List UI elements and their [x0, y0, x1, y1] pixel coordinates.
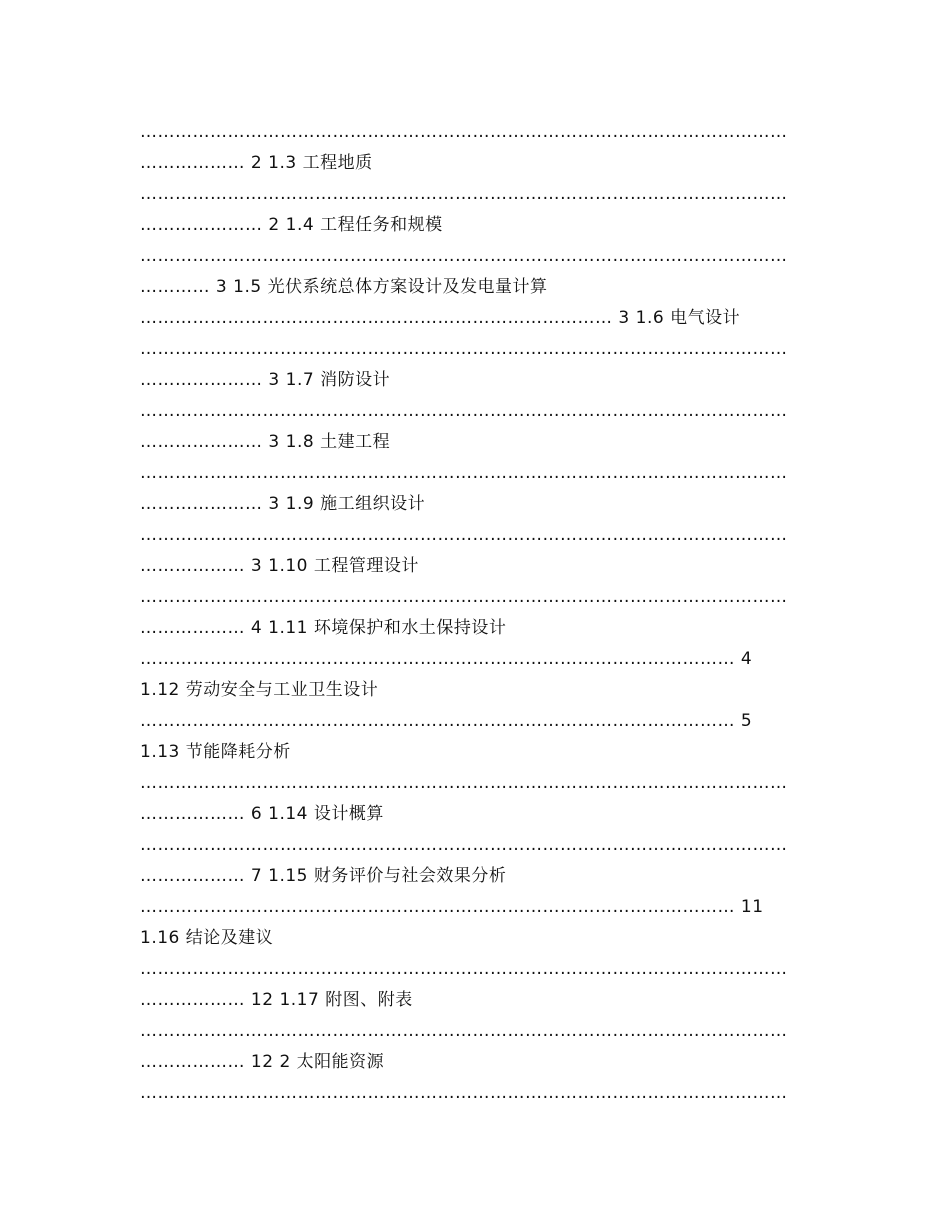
toc-line: ……………… 2 1.3 工程地质: [140, 153, 373, 173]
toc-line: 1.12 劳动安全与工业卫生设计: [140, 680, 379, 700]
toc-line: ……………………………………………………………………… 3 1.6 电气设计: [140, 308, 741, 328]
toc-line: ………………… 3 1.8 土建工程: [140, 432, 391, 452]
toc-line: ………… 3 1.5 光伏系统总体方案设计及发电量计算: [140, 277, 548, 297]
toc-line: 1.16 结论及建议: [140, 928, 274, 948]
toc-line: ………………… 2 1.4 工程任务和规模: [140, 215, 443, 235]
toc-line: ………………………………………………………………………………………… 5: [140, 711, 753, 731]
toc-line: …………………………………………………………………………………………………: [140, 1021, 788, 1041]
toc-line: …………………………………………………………………………………………………: [140, 773, 788, 793]
toc-line: ………………………………………………………………………………………… 4: [140, 649, 753, 669]
toc-line: ……………… 12 2 太阳能资源: [140, 1052, 385, 1072]
toc-line: ………………… 3 1.7 消防设计: [140, 370, 391, 390]
toc-line: …………………………………………………………………………………………………: [140, 184, 788, 204]
toc-line: …………………………………………………………………………………………………: [140, 463, 788, 483]
toc-line: …………………………………………………………………………………………………: [140, 525, 788, 545]
toc-line: ………………… 3 1.9 施工组织设计: [140, 494, 426, 514]
toc-line: 1.13 节能降耗分析: [140, 742, 291, 762]
toc-line: ……………… 4 1.11 环境保护和水土保持设计: [140, 618, 507, 638]
toc-line: …………………………………………………………………………………………………: [140, 835, 788, 855]
toc-line: ……………… 3 1.10 工程管理设计: [140, 556, 419, 576]
toc-line: …………………………………………………………………………………………………: [140, 246, 788, 266]
toc-line: ………………………………………………………………………………………… 11: [140, 897, 764, 917]
toc-line: …………………………………………………………………………………………………: [140, 587, 788, 607]
toc-line: …………………………………………………………………………………………………: [140, 959, 788, 979]
toc-line: …………………………………………………………………………………………………: [140, 401, 788, 421]
toc-line: …………………………………………………………………………………………………: [140, 1083, 788, 1103]
toc-line: …………………………………………………………………………………………………: [140, 122, 788, 142]
toc-page: [140, 117, 806, 1109]
toc-line: ……………… 7 1.15 财务评价与社会效果分析: [140, 866, 507, 886]
toc-line: ……………… 6 1.14 设计概算: [140, 804, 384, 824]
toc-line: ……………… 12 1.17 附图、附表: [140, 990, 413, 1010]
toc-line: …………………………………………………………………………………………………: [140, 339, 788, 359]
